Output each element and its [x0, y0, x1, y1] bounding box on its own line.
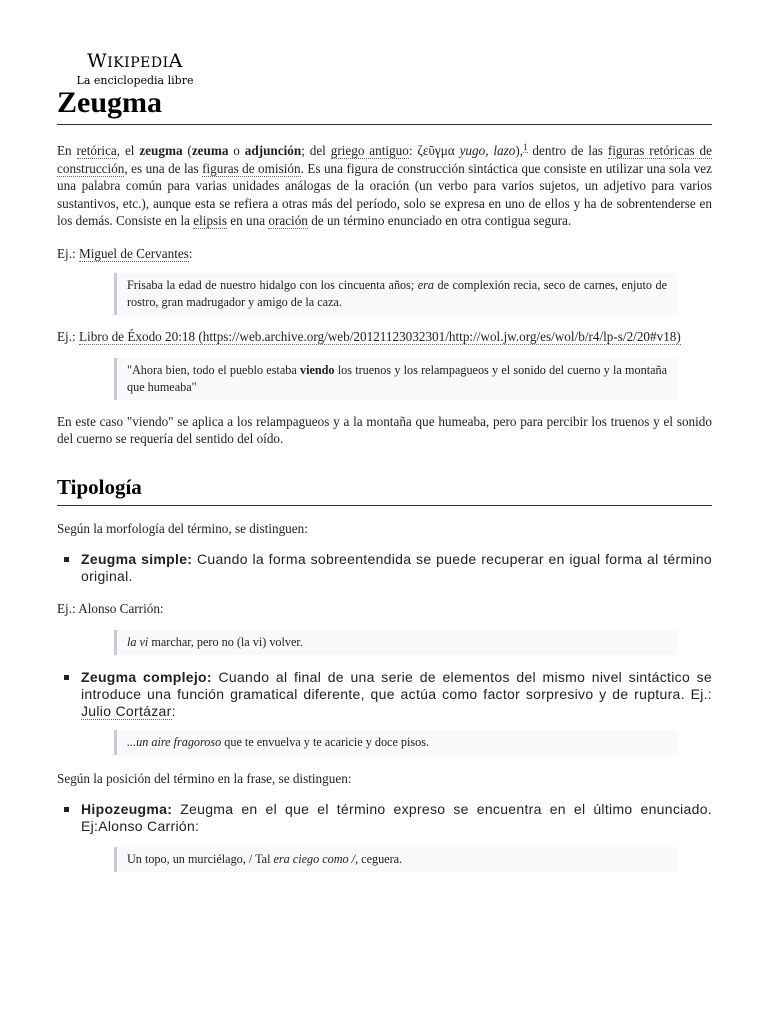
link-miguel-de-cervantes[interactable]: Miguel de Cervantes — [78, 245, 189, 261]
bullet-icon — [64, 557, 69, 562]
link-retorica[interactable]: retórica — [76, 143, 117, 158]
quote-complejo: ...un aire fragoroso que te envuelva y te acaricie y doce pisos. — [114, 730, 677, 755]
example1-intro: Ej.: Miguel de Cervantes: — [57, 245, 193, 261]
link-elipsis[interactable]: elipsis — [193, 213, 227, 228]
posicion-list — [57, 801, 712, 835]
list-item-zeugma-simple: Zeugma simple: Cuando la forma sobreentendida se puede recuperar en igual forma al término original. — [81, 551, 712, 585]
quote-simple: la vi marchar, pero no (la vi) volver. — [114, 630, 677, 655]
quote-hipozeugma: Un topo, un murciélago, / Tal era ciego como /, ceguera. — [114, 847, 677, 872]
example2-intro: Ej.: Libro de Éxodo 20:18 (https://web.archive.org/web/20121123032301/http://wol.jw.org/es/wol/b/r4/lp-s/2/20#v18) — [57, 329, 681, 344]
morfologia-list-1 — [57, 551, 712, 585]
link-figuras-retoricas[interactable]: figuras retóricas de construcción — [57, 143, 713, 176]
link-libro-exodo[interactable]: Libro de Éxodo 20:18 (https://web.archive.org/web/20121123032301/http://wol.jw.org/es/wol/b/r4/lp-s/2/20#v18) — [78, 329, 681, 344]
list-item-zeugma-complejo: Zeugma complejo: Cuando al final de una serie de elementos del mismo nivel sintáctico se introduce una función gramatical diferente, que actúa como factor sorpresivo y de ruptura. Ej.: Julio Cortázar: — [81, 669, 712, 720]
simple-example-intro: Ej.: Alonso Carrión: — [57, 601, 164, 616]
bullet-icon — [64, 675, 69, 680]
link-figuras-omision[interactable]: figuras de omisión — [202, 160, 301, 176]
explanation-paragraph: En este caso "viendo" se aplica a los relampagueos y a la montaña que humeaba, pero para percibir los truenos y el sonido del cuerno se requería del sentido del oído. — [57, 413, 712, 446]
morfologia-list-2 — [57, 669, 712, 720]
link-oracion[interactable]: oración — [268, 213, 308, 228]
link-griego-antiguo[interactable]: griego antiguo — [330, 143, 409, 158]
quote-exodo: "Ahora bien, todo el pueblo estaba viendo los truenos y los relampagueos y el sonido del cuerno y la montaña que humeaba" — [114, 358, 677, 400]
logo-tagline: La enciclopedia libre — [76, 74, 194, 87]
posicion-intro: Según la posición del término en la frase, se distinguen: — [57, 770, 352, 786]
wikipedia-logo[interactable] — [75, 50, 195, 87]
quote-cervantes: Frisaba la edad de nuestro hidalgo con los cincuenta años; era de complexión recia, seco de carnes, enjuto de rostro, gran madrugador y amigo de la caza. — [114, 273, 677, 315]
logo-wordmark: WIKIPEDIA — [87, 50, 183, 72]
reference-1[interactable]: 1 — [523, 141, 528, 152]
morfologia-intro: Según la morfología del término, se distinguen: — [57, 520, 308, 536]
bullet-icon — [64, 807, 69, 812]
section-heading-tipologia: Tipología — [57, 473, 712, 506]
page-title: Zeugma — [57, 84, 712, 125]
article-body — [57, 142, 712, 872]
term-zeugma: zeugma — [139, 143, 183, 158]
link-julio-cortazar[interactable]: Julio Cortázar — [81, 702, 172, 719]
list-item-hipozeugma: Hipozeugma: Zeugma en el que el término expreso se encuentra en el último enunciado. Ej:Alonso Carrión: — [81, 801, 712, 835]
intro-paragraph: En retórica, el zeugma (zeuma o adjunción; del griego antiguo: ζεῦγμα yugo, lazo),$^1$ dentro de las figuras retóricas de construcción, es una de las figuras de omisión. Es una figura de construcción sintáctica que consiste en utilizar una sola vez una palabra común para varias unidades análogas de la oración (un verbo para varios sujetos, un adjetivo para varios sustantivos, etc.), aunque esta se refiera a otras más del período, solo se expresa en uno de ellos y ha de sobrentenderse en los demás. Consiste en la elipsis en una oración de un término enunciado en otra contigua segura. — [57, 141, 713, 228]
